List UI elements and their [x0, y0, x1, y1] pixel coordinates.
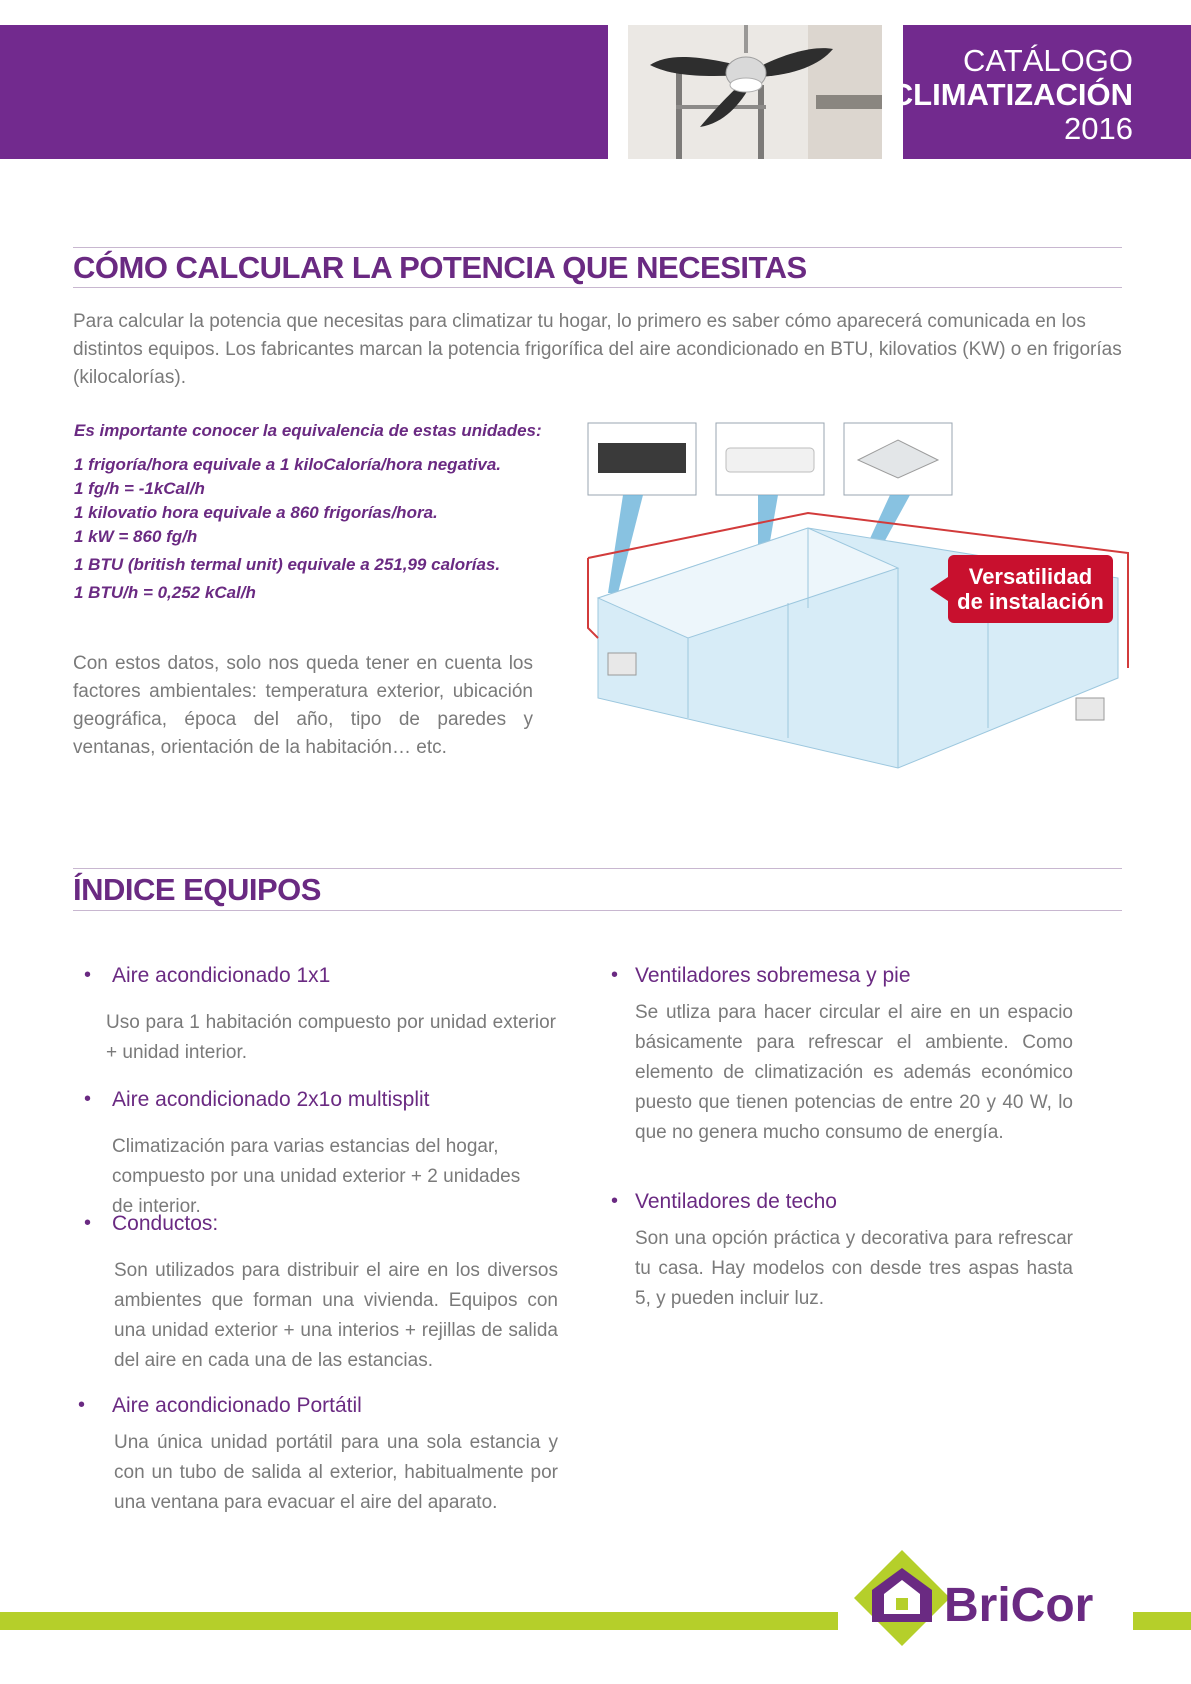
bullet-icon: • — [78, 1394, 86, 1416]
index-item-desc: Una única unidad portátil para una sola estancia y con un tubo de salida al exterior, habitualmente por una ventana para evacuar el aire del aparato. — [114, 1432, 558, 1513]
bullet-icon: • — [611, 964, 619, 986]
equivalence-heading: Es importante conocer la equivalencia de estas unidades: — [74, 421, 542, 440]
index-item-desc: Climatización para varias estancias del hogar, compuesto por una unidad exterior + 2 unidades de interior. — [112, 1136, 521, 1217]
section1-top-rule — [73, 247, 1122, 248]
catalog-title — [891, 44, 1133, 146]
index-item-title: Ventiladores sobremesa y pie — [635, 964, 911, 987]
footer-line-right — [1133, 1612, 1191, 1630]
catalog-category: CLIMATIZACIÓN — [890, 77, 1133, 112]
badge-line: Versatilidad — [968, 564, 1093, 589]
bullet-icon: • — [84, 964, 92, 986]
equivalence-line: 1 BTU/h = 0,252 kCal/h — [74, 583, 256, 602]
section2-title: ÍNDICE EQUIPOS — [73, 872, 321, 907]
index-item-title: Conductos: — [112, 1212, 219, 1235]
index-item-title: Aire acondicionado Portátil — [112, 1394, 362, 1417]
index-item-desc: Se utliza para hacer circular el aire en un espacio básicamente para refrescar el ambiente. Como elemento de climatización es además económico puesto que tienen potencias de entre 20 y 40 W, lo que no genera mucho consumo de energía. — [635, 1002, 1073, 1143]
equivalence-list — [74, 419, 594, 605]
header-bar-left — [0, 25, 608, 159]
section1-title: CÓMO CALCULAR LA POTENCIA QUE NECESITAS — [73, 250, 807, 285]
factors-paragraph: Con estos datos, solo nos queda tener en cuenta los factores ambientales: temperatura exterior, ubicación geográfica, época del año, tipo de paredes y ventanas, orientación de la habitación… etc. — [73, 653, 533, 758]
equivalence-line: 1 kW = 860 fg/h — [74, 527, 198, 546]
intro-paragraph: Para calcular la potencia que necesitas para climatizar tu hogar, lo primero es saber cómo aparecerá comunicada en los distintos equipos. Los fabricantes marcan la potencia frigorífica del aire acondicionado en BTU, kilovatios (KW) o en frigorías (kilocalorías). — [73, 311, 1122, 388]
badge-line: de instalación — [957, 589, 1104, 614]
index-item-title: Ventiladores de techo — [635, 1190, 837, 1213]
footer-line-left — [0, 1612, 838, 1630]
section2-top-rule — [73, 868, 1122, 869]
ceiling-fan-photo — [628, 25, 882, 159]
section2-bottom-rule — [73, 910, 1122, 911]
bricor-logo-icon — [852, 1548, 952, 1648]
equivalence-line: 1 kilovatio hora equivale a 860 frigorías/hora. — [74, 503, 438, 522]
versatility-badge — [948, 555, 1113, 623]
bullet-icon: • — [84, 1212, 92, 1234]
index-item-desc: Son utilizados para distribuir el aire en los diversos ambientes que forman una vivienda. Equipos con una unidad exterior + una interios + rejillas de salida del aire en cada una de las estancias. — [114, 1260, 558, 1371]
catalog-label: CATÁLOGO — [963, 43, 1133, 78]
index-item-title: Aire acondicionado 1x1 — [112, 964, 331, 987]
equivalence-line: 1 BTU (british termal unit) equivale a 251,99 calorías. — [74, 555, 501, 574]
bricor-logo-text: BriCor — [944, 1579, 1094, 1632]
catalog-year: 2016 — [1064, 111, 1133, 146]
equivalence-line: 1 fg/h = -1kCal/h — [74, 479, 205, 498]
section1-bottom-rule — [73, 287, 1122, 288]
bullet-icon: • — [611, 1190, 619, 1212]
index-item-desc: Son una opción práctica y decorativa para refrescar tu casa. Hay modelos con desde tres aspas hasta 5, y pueden incluir luz. — [635, 1228, 1073, 1309]
equivalence-line: 1 frigoría/hora equivale a 1 kiloCaloría/hora negativa. — [74, 455, 502, 474]
index-item-desc: Uso para 1 habitación compuesto por unidad exterior + unidad interior. — [106, 1012, 556, 1063]
index-item-title: Aire acondicionado 2x1o multisplit — [112, 1088, 430, 1111]
bullet-icon: • — [84, 1088, 92, 1110]
